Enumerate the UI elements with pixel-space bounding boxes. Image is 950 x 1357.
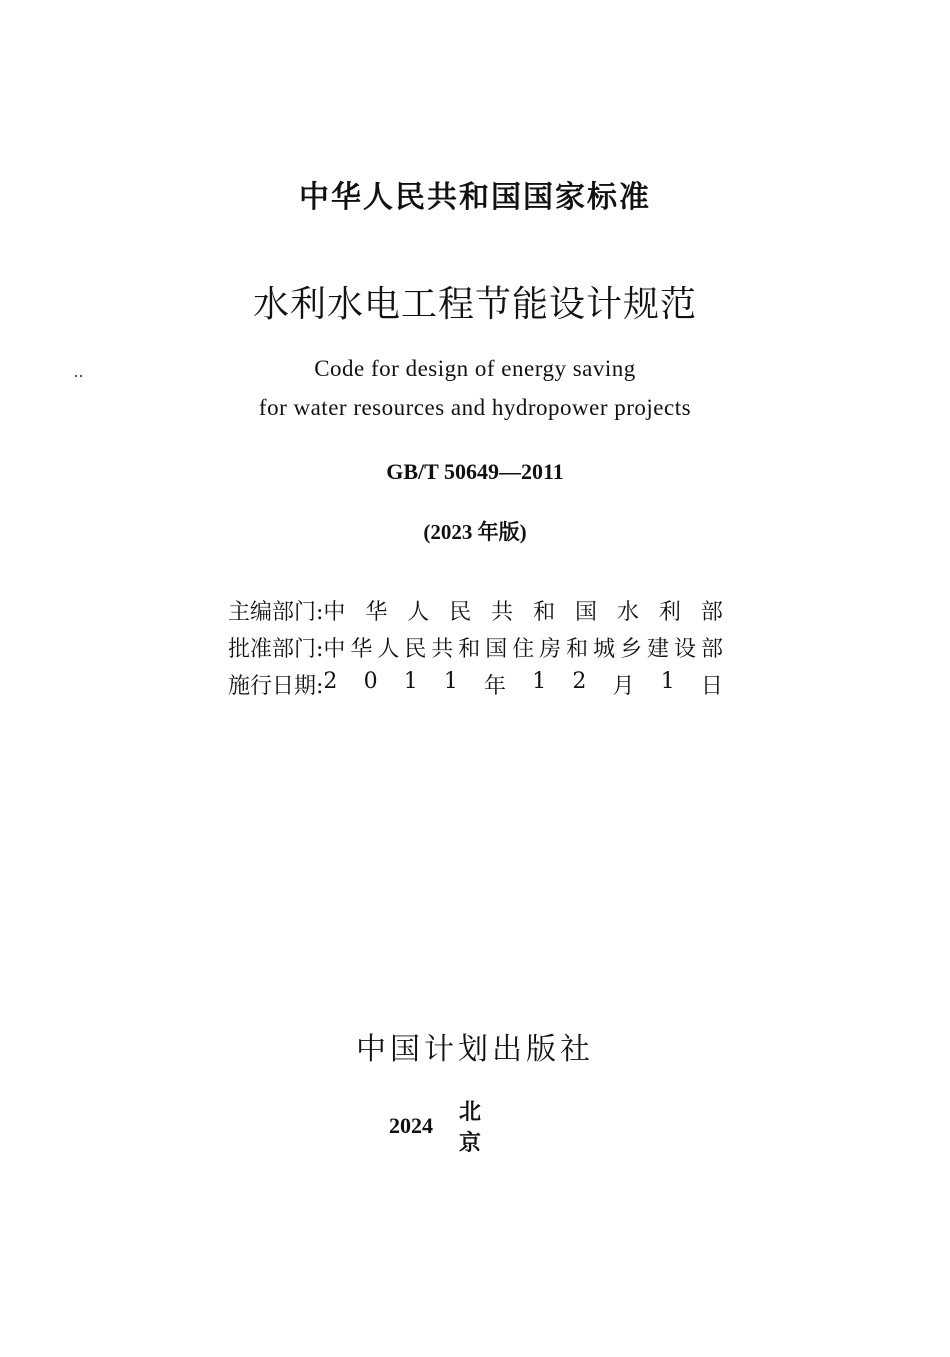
info-char: 国 [575,600,598,625]
info-char: 共 [491,600,514,625]
info-char: 共 [431,637,454,662]
chinese-title: 水利水电工程节能设计规范 [252,284,697,325]
info-char: 和 [458,637,481,662]
info-char: 1 [660,669,675,694]
publisher-name: 中国计划出版社 [356,1032,594,1067]
info-char: 国 [485,637,508,662]
info-char: 0 [363,669,378,694]
standard-number: GB/T 50649—2011 [386,459,564,484]
national-standard-heading: 中华人民共和国国家标准 [299,180,651,215]
publication-city: 北京 [459,1100,530,1156]
info-row-effective-date [228,666,723,703]
info-char: 1 [403,669,418,694]
info-char: 年 [484,674,507,699]
info-char: 人 [377,637,400,662]
info-char: 华 [365,600,388,625]
info-char: 利 [658,600,681,625]
info-char: 设 [674,637,697,662]
info-label: 施行日期: [228,674,324,699]
info-char: 中 [323,600,346,625]
info-char: 中 [323,637,346,662]
publication-year: 2024 [389,1113,433,1138]
info-char: 人 [407,600,430,625]
info-char: 房 [539,637,562,662]
english-title-line-1: Code for design of energy saving [314,356,636,381]
info-char: 和 [566,637,589,662]
info-label: 主编部门: [228,600,324,625]
info-char: 月 [612,674,635,699]
info-char: 水 [616,600,639,625]
info-char: 部 [700,637,723,662]
info-char: 和 [533,600,556,625]
info-char: 华 [350,637,373,662]
info-row-approval [228,629,723,666]
info-char: 部 [700,600,723,625]
info-char: 1 [443,669,458,694]
info-value [323,595,723,626]
info-char: 住 [512,637,535,662]
edition-label: (2023 年版) [423,520,527,544]
info-char: 民 [449,600,472,625]
info-char: 1 [532,669,547,694]
info-block [228,592,723,703]
info-label: 批准部门: [228,637,324,662]
info-char: 城 [593,637,616,662]
info-row-chief-editor [228,592,723,629]
info-value [323,669,723,700]
info-char: 2 [323,669,338,694]
info-char: 2 [572,669,587,694]
info-char: 日 [700,674,723,699]
info-char: 建 [647,637,670,662]
info-value [323,632,723,663]
imprint [389,1095,589,1157]
info-char: 乡 [620,637,643,662]
english-title-line-2: for water resources and hydropower projects [258,395,692,420]
info-char: 民 [404,637,427,662]
